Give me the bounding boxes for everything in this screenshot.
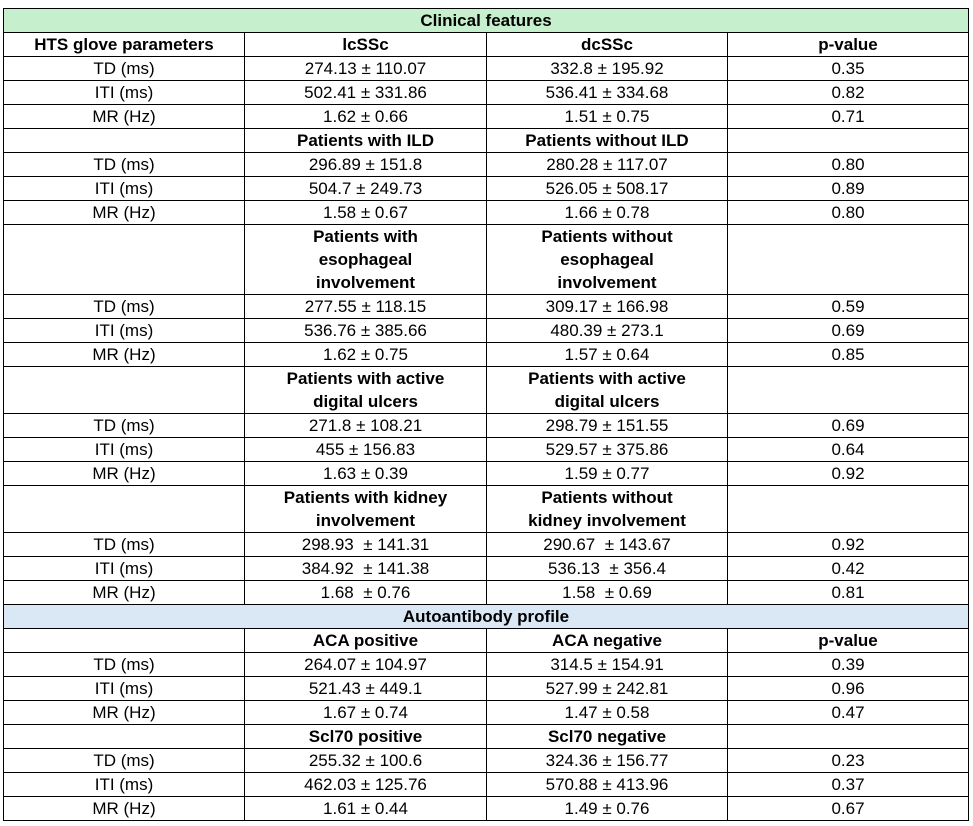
p-value: 0.42 [728,557,969,581]
parameter-label: TD (ms) [4,414,245,438]
p-value: 0.37 [728,773,969,797]
table-row [4,653,969,677]
p-value: 0.89 [728,177,969,201]
column-header-group-a: Patients with ILD [245,129,487,153]
group-header-row [4,725,969,749]
section-title-clinical-features: Clinical features [4,9,969,33]
group-a-value: 264.07 ± 104.97 [245,653,487,677]
group-a-value: 1.61 ± 0.44 [245,797,487,821]
group-b-value: 309.17 ± 166.98 [487,295,728,319]
group-a-value: 1.68 ± 0.76 [245,581,487,605]
group-b-value: 1.51 ± 0.75 [487,105,728,129]
column-header-group-b: Scl70 negative [487,725,728,749]
group-header-row [4,33,969,57]
column-header-parameters [4,129,245,153]
column-header-group-a: Patients with kidney involvement [245,486,487,533]
group-b-value: 1.59 ± 0.77 [487,462,728,486]
column-header-group-a: Patients with esophageal involvement [245,225,487,295]
group-b-value: 570.88 ± 413.96 [487,773,728,797]
group-a-value: 1.67 ± 0.74 [245,701,487,725]
column-header-p-value [728,129,969,153]
group-b-value: 536.41 ± 334.68 [487,81,728,105]
parameter-label: TD (ms) [4,749,245,773]
group-b-value: 1.49 ± 0.76 [487,797,728,821]
table-row [4,81,969,105]
group-header-row [4,225,969,295]
group-a-value: 277.55 ± 118.15 [245,295,487,319]
group-b-value: 324.36 ± 156.77 [487,749,728,773]
group-a-value: 384.92 ± 141.38 [245,557,487,581]
group-a-value: 504.7 ± 249.73 [245,177,487,201]
column-header-parameters [4,367,245,414]
table-row [4,153,969,177]
parameter-label: MR (Hz) [4,343,245,367]
p-value: 0.59 [728,295,969,319]
p-value: 0.92 [728,533,969,557]
group-b-value: 332.8 ± 195.92 [487,57,728,81]
section-title-autoantibody-profile-row [4,605,969,629]
p-value: 0.69 [728,414,969,438]
table-row [4,319,969,343]
group-header-row [4,129,969,153]
parameter-label: TD (ms) [4,295,245,319]
parameter-label: ITI (ms) [4,177,245,201]
group-b-value: 1.58 ± 0.69 [487,581,728,605]
parameter-label: MR (Hz) [4,201,245,225]
table-row [4,414,969,438]
parameter-label: ITI (ms) [4,81,245,105]
table-row [4,462,969,486]
group-header-row [4,486,969,533]
parameter-label: MR (Hz) [4,581,245,605]
group-header-row [4,629,969,653]
column-header-group-a: Patients with active digital ulcers [245,367,487,414]
group-b-value: 1.47 ± 0.58 [487,701,728,725]
parameter-label: MR (Hz) [4,105,245,129]
column-header-parameters [4,725,245,749]
group-b-value: 280.28 ± 117.07 [487,153,728,177]
table-row [4,105,969,129]
group-b-value: 298.79 ± 151.55 [487,414,728,438]
table-row [4,295,969,319]
section-title-clinical-features-row [4,9,969,33]
column-header-group-b: ACA negative [487,629,728,653]
group-b-value: 290.67 ± 143.67 [487,533,728,557]
p-value: 0.82 [728,81,969,105]
column-header-parameters: HTS glove parameters [4,33,245,57]
column-header-parameters [4,486,245,533]
column-header-group-b: Patients without ILD [487,129,728,153]
parameter-label: MR (Hz) [4,797,245,821]
parameter-label: MR (Hz) [4,462,245,486]
parameter-label: TD (ms) [4,153,245,177]
parameter-label: TD (ms) [4,57,245,81]
table-row [4,749,969,773]
group-b-value: 527.99 ± 242.81 [487,677,728,701]
column-header-group-b: dcSSc [487,33,728,57]
parameter-label: ITI (ms) [4,557,245,581]
parameter-label: TD (ms) [4,533,245,557]
column-header-parameters [4,629,245,653]
column-header-p-value [728,225,969,295]
table-row [4,343,969,367]
p-value: 0.23 [728,749,969,773]
table-row [4,773,969,797]
group-a-value: 536.76 ± 385.66 [245,319,487,343]
column-header-group-b: Patients without kidney involvement [487,486,728,533]
p-value: 0.96 [728,677,969,701]
table-row [4,177,969,201]
column-header-group-a: ACA positive [245,629,487,653]
table-row [4,533,969,557]
p-value: 0.39 [728,653,969,677]
column-header-p-value: p-value [728,629,969,653]
table-row [4,201,969,225]
group-a-value: 1.58 ± 0.67 [245,201,487,225]
column-header-p-value [728,486,969,533]
group-a-value: 455 ± 156.83 [245,438,487,462]
parameter-label: ITI (ms) [4,438,245,462]
p-value: 0.71 [728,105,969,129]
group-header-row [4,367,969,414]
group-b-value: 526.05 ± 508.17 [487,177,728,201]
table-row [4,797,969,821]
group-a-value: 1.62 ± 0.75 [245,343,487,367]
p-value: 0.69 [728,319,969,343]
p-value: 0.85 [728,343,969,367]
p-value: 0.80 [728,201,969,225]
column-header-group-b: Patients with active digital ulcers [487,367,728,414]
column-header-p-value: p-value [728,33,969,57]
table-row [4,581,969,605]
column-header-parameters [4,225,245,295]
group-b-value: 480.39 ± 273.1 [487,319,728,343]
group-a-value: 298.93 ± 141.31 [245,533,487,557]
parameter-label: ITI (ms) [4,773,245,797]
p-value: 0.80 [728,153,969,177]
column-header-group-b: Patients without esophageal involvement [487,225,728,295]
column-header-group-a: lcSSc [245,33,487,57]
group-a-value: 296.89 ± 151.8 [245,153,487,177]
group-a-value: 1.62 ± 0.66 [245,105,487,129]
group-b-value: 1.66 ± 0.78 [487,201,728,225]
group-a-value: 521.43 ± 449.1 [245,677,487,701]
p-value: 0.47 [728,701,969,725]
group-b-value: 1.57 ± 0.64 [487,343,728,367]
p-value: 0.35 [728,57,969,81]
table-row [4,557,969,581]
group-a-value: 274.13 ± 110.07 [245,57,487,81]
p-value: 0.67 [728,797,969,821]
p-value: 0.81 [728,581,969,605]
column-header-group-a: Scl70 positive [245,725,487,749]
column-header-p-value [728,725,969,749]
table-row [4,701,969,725]
group-a-value: 502.41 ± 331.86 [245,81,487,105]
parameter-label: MR (Hz) [4,701,245,725]
table-row [4,57,969,81]
column-header-p-value [728,367,969,414]
p-value: 0.64 [728,438,969,462]
group-a-value: 271.8 ± 108.21 [245,414,487,438]
results-table [3,8,969,821]
parameter-label: ITI (ms) [4,677,245,701]
group-a-value: 462.03 ± 125.76 [245,773,487,797]
group-a-value: 1.63 ± 0.39 [245,462,487,486]
table-row [4,438,969,462]
group-a-value: 255.32 ± 100.6 [245,749,487,773]
group-b-value: 529.57 ± 375.86 [487,438,728,462]
group-b-value: 536.13 ± 356.4 [487,557,728,581]
parameter-label: ITI (ms) [4,319,245,343]
parameter-label: TD (ms) [4,653,245,677]
group-b-value: 314.5 ± 154.91 [487,653,728,677]
table-row [4,677,969,701]
section-title-autoantibody-profile: Autoantibody profile [4,605,969,629]
p-value: 0.92 [728,462,969,486]
